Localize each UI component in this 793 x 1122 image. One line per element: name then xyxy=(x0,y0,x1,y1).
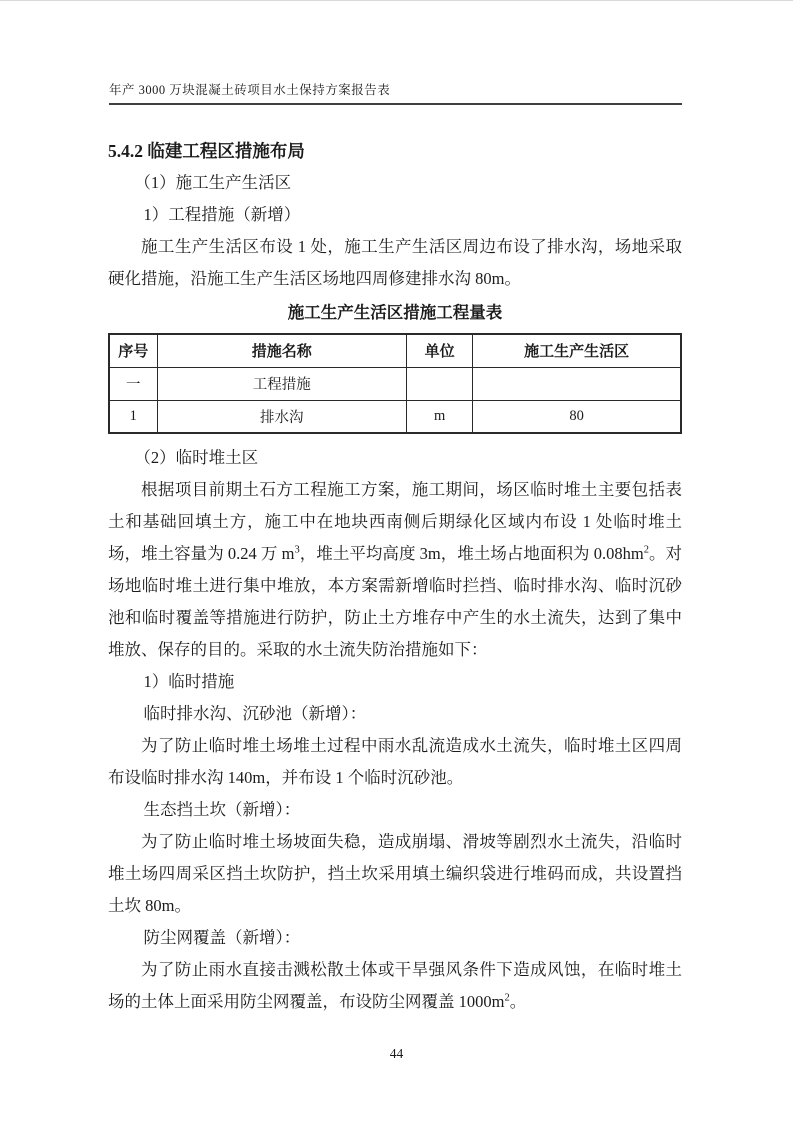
superscript: 3 xyxy=(294,544,300,556)
cell-unit xyxy=(406,367,472,400)
header-title: 年产 3000 万块混凝土砖项目水土保持方案报告表 xyxy=(109,83,391,97)
cell-measure-name: 排水沟 xyxy=(157,400,406,433)
dust-net-measure-title: 防尘网覆盖（新增）： xyxy=(143,928,301,947)
table-header-row xyxy=(109,334,681,367)
superscript: 2 xyxy=(643,544,649,556)
subsection-1-title: （1）施工生产生活区 xyxy=(134,173,292,192)
text-segment: ，堆土平均高度 3m，堆土场占地面积为 0.08hm xyxy=(299,544,644,563)
sub2-temporary-measures-item: 1）临时措施 xyxy=(143,672,235,691)
table-row xyxy=(109,400,681,433)
subsection-2-title: （2）临时堆土区 xyxy=(134,448,259,467)
cell-value: 80 xyxy=(473,400,681,433)
drain-measure-paragraph: 为了防止临时堆土场堆土过程中雨水乱流造成水土流失，临时堆土区四周布设临时排水沟 140m，并布设 1 个临时沉砂池。 xyxy=(108,736,682,787)
drain-measure-title: 临时排水沟、沉砂池（新增）： xyxy=(143,704,367,723)
cell-index: 一 xyxy=(109,367,157,400)
page-content xyxy=(108,135,682,1018)
sub2-paragraph-1 xyxy=(108,474,682,666)
sub1-measure-item: 1）工程措施（新增） xyxy=(143,205,301,224)
cell-unit: m xyxy=(406,400,472,433)
header-cell-unit: 单位 xyxy=(406,334,472,367)
retaining-measure-title: 生态挡土坎（新增）： xyxy=(143,800,301,819)
header-cell-index: 序号 xyxy=(109,334,157,367)
section-heading: 5.4.2 临建工程区措施布局 xyxy=(108,141,305,161)
retaining-measure-paragraph: 为了防止临时堆土场坡面失稳，造成崩塌、滑坡等剧烈水土流失，沿临时堆土场四周采区挡土坎防护，挡土坎采用填土编织袋进行堆码而成，共设置挡土坎 80m。 xyxy=(108,832,682,915)
text-segment: 为了防止雨水直接击溅松散土体或干旱强风条件下造成风蚀，在临时堆土场的土体上面采用防尘网覆盖，布设防尘网覆盖 1000m xyxy=(108,960,682,1011)
table-row xyxy=(109,367,681,400)
sub1-paragraph: 施工生产生活区布设 1 处，施工生产生活区周边布设了排水沟，场地采取硬化措施，沿施工生产生活区场地四周修建排水沟 80m。 xyxy=(108,237,682,288)
text-segment: 根据项目前期土石方工程施工方案，施工期间，场区临时堆土主要包括表土和基础回填土方，施工中在地块西南侧后期绿化区域内布设 1 处临时堆土场，堆土容量为 0.24 万 m xyxy=(108,480,682,563)
header-cell-measure-name: 措施名称 xyxy=(157,334,406,367)
running-header xyxy=(109,83,682,105)
text-segment: 。对场地临时堆土进行集中堆放，本方案需新增临时拦挡、临时排水沟、临时沉砂池和临时覆盖等措施进行防护，防止土方堆存中产生的水土流失，达到了集中堆放、保存的目的。采取的水土流失防治措施如下： xyxy=(108,544,683,659)
cell-value xyxy=(473,367,681,400)
table-title: 施工生产生活区措施工程量表 xyxy=(287,303,503,322)
text-segment: 。 xyxy=(509,992,527,1011)
measures-table xyxy=(108,333,682,434)
dust-net-measure-paragraph xyxy=(108,954,682,1018)
cell-measure-name: 工程措施 xyxy=(157,367,406,400)
header-cell-area: 施工生产生活区 xyxy=(473,334,681,367)
cell-index: 1 xyxy=(109,400,157,433)
page-number: 44 xyxy=(389,1046,404,1061)
superscript: 2 xyxy=(504,992,510,1004)
